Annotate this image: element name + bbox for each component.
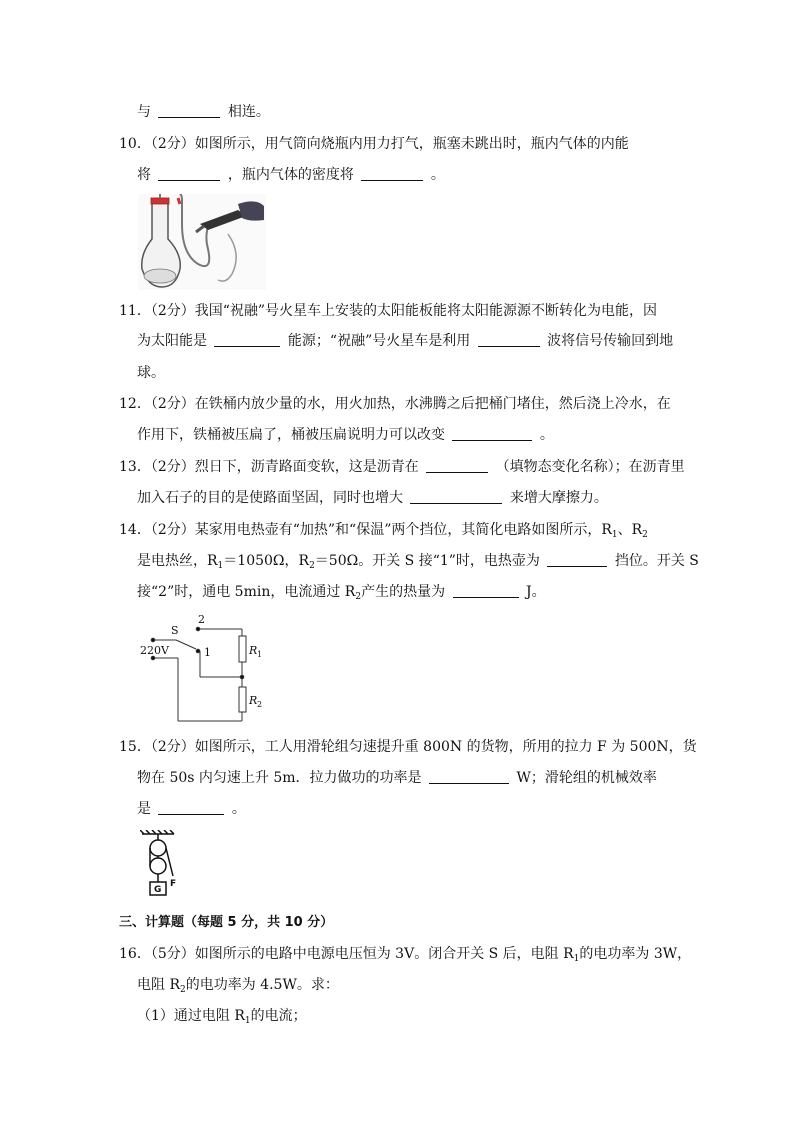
question-10-line2: 将 ，瓶内气体的密度将 。 — [137, 167, 445, 183]
answer-blank[interactable] — [429, 769, 509, 784]
question-15-line3: 是 。 — [137, 801, 246, 817]
question-15: 15．（2分）如图所示，工人用滑轮组匀速提升重 800N 的货物，所用的拉力 F 为 500N，货 — [119, 739, 697, 755]
answer-blank[interactable] — [158, 103, 220, 118]
question-14-line2: 是电热丝，$R_1=1050\Omega$，$R_2=50\Omega$。开关 S 接“1”时，电热壶为 挡位。开关 S — [137, 553, 699, 571]
question-14: 14．（2分）某家用电热壶有“加热”和“保温”两个挡位，其简化电路如图所示，$R_1$、$R_2$ — [119, 522, 648, 540]
question-16: 16．（5分）如图所示的电路中电源电压恒为 3V。闭合开关 S 后，电阻 $R_1$的电功率为 3W， — [119, 946, 692, 964]
question-12: 12．（2分）在铁桶内放少量的水，用火加热，水沸腾之后把桶门堵住，然后浇上冷水，在 — [119, 396, 671, 412]
q9-tail: 与 相连。 — [137, 104, 270, 120]
svg-text:2: 2 — [257, 700, 263, 709]
question-11-line2: 为太阳能是 能源；“祝融”号火星车是利用 波将信号传输回到地 — [137, 333, 674, 349]
question-13: 13．（2分）烈日下，沥青路面变软，这是沥青在 （填物态变化名称）；在沥青里 — [119, 459, 685, 475]
answer-blank[interactable] — [452, 426, 532, 441]
answer-blank[interactable] — [214, 332, 280, 347]
contact-1-label: 1 — [204, 646, 211, 659]
question-16-part1: （1）通过电阻 $R_1$的电流； — [137, 1008, 307, 1026]
question-13-line2: 加入石子的目的是使路面坚固，同时也增大 来增大摩擦力。 — [137, 490, 608, 506]
answer-blank[interactable] — [410, 489, 502, 504]
r1-label: R — [249, 644, 258, 657]
contact-2-label: 2 — [198, 613, 205, 626]
question-16-line2: 电阻 $R_2$的电功率为 4.5W。求： — [137, 977, 339, 995]
question-15-line2: 物在 50s 内匀速上升 5m．拉力做功的功率是 W；滑轮组的机械效率 — [137, 770, 657, 786]
answer-blank[interactable] — [547, 552, 607, 567]
answer-blank[interactable] — [426, 458, 488, 473]
answer-blank[interactable] — [158, 800, 224, 815]
switch-label: S — [171, 624, 179, 637]
section-3-heading: 三、计算题（每题 5 分，共 10 分） — [119, 915, 334, 930]
svg-text:1: 1 — [257, 650, 263, 659]
pulley-diagram — [140, 830, 190, 900]
question-14-line3: 接“2”时，通电 5min，电流通过 $R_2$产生的热量为 J。 — [137, 584, 546, 602]
question-11: 11．（2分）我国“祝融”号火星车上安装的太阳能板能将太阳能源源不断转化为电能，因 — [119, 303, 658, 319]
flask-pump-figure — [138, 194, 266, 290]
circuit-diagram — [138, 610, 268, 725]
question-10: 10．（2分）如图所示，用气筒向烧瓶内用力打气，瓶塞未跳出时，瓶内气体的内能 — [119, 136, 629, 152]
answer-blank[interactable] — [361, 166, 423, 181]
answer-blank[interactable] — [158, 166, 220, 181]
voltage-label: 220V — [140, 644, 169, 657]
answer-blank[interactable] — [453, 583, 519, 598]
force-label: F — [170, 879, 177, 889]
r2-label: R — [249, 694, 258, 707]
answer-blank[interactable] — [478, 332, 540, 347]
question-11-line3: 球。 — [137, 365, 165, 381]
load-label: G — [154, 885, 162, 895]
question-12-line2: 作用下，铁桶被压扁了，桶被压扁说明力可以改变 。 — [137, 427, 554, 443]
